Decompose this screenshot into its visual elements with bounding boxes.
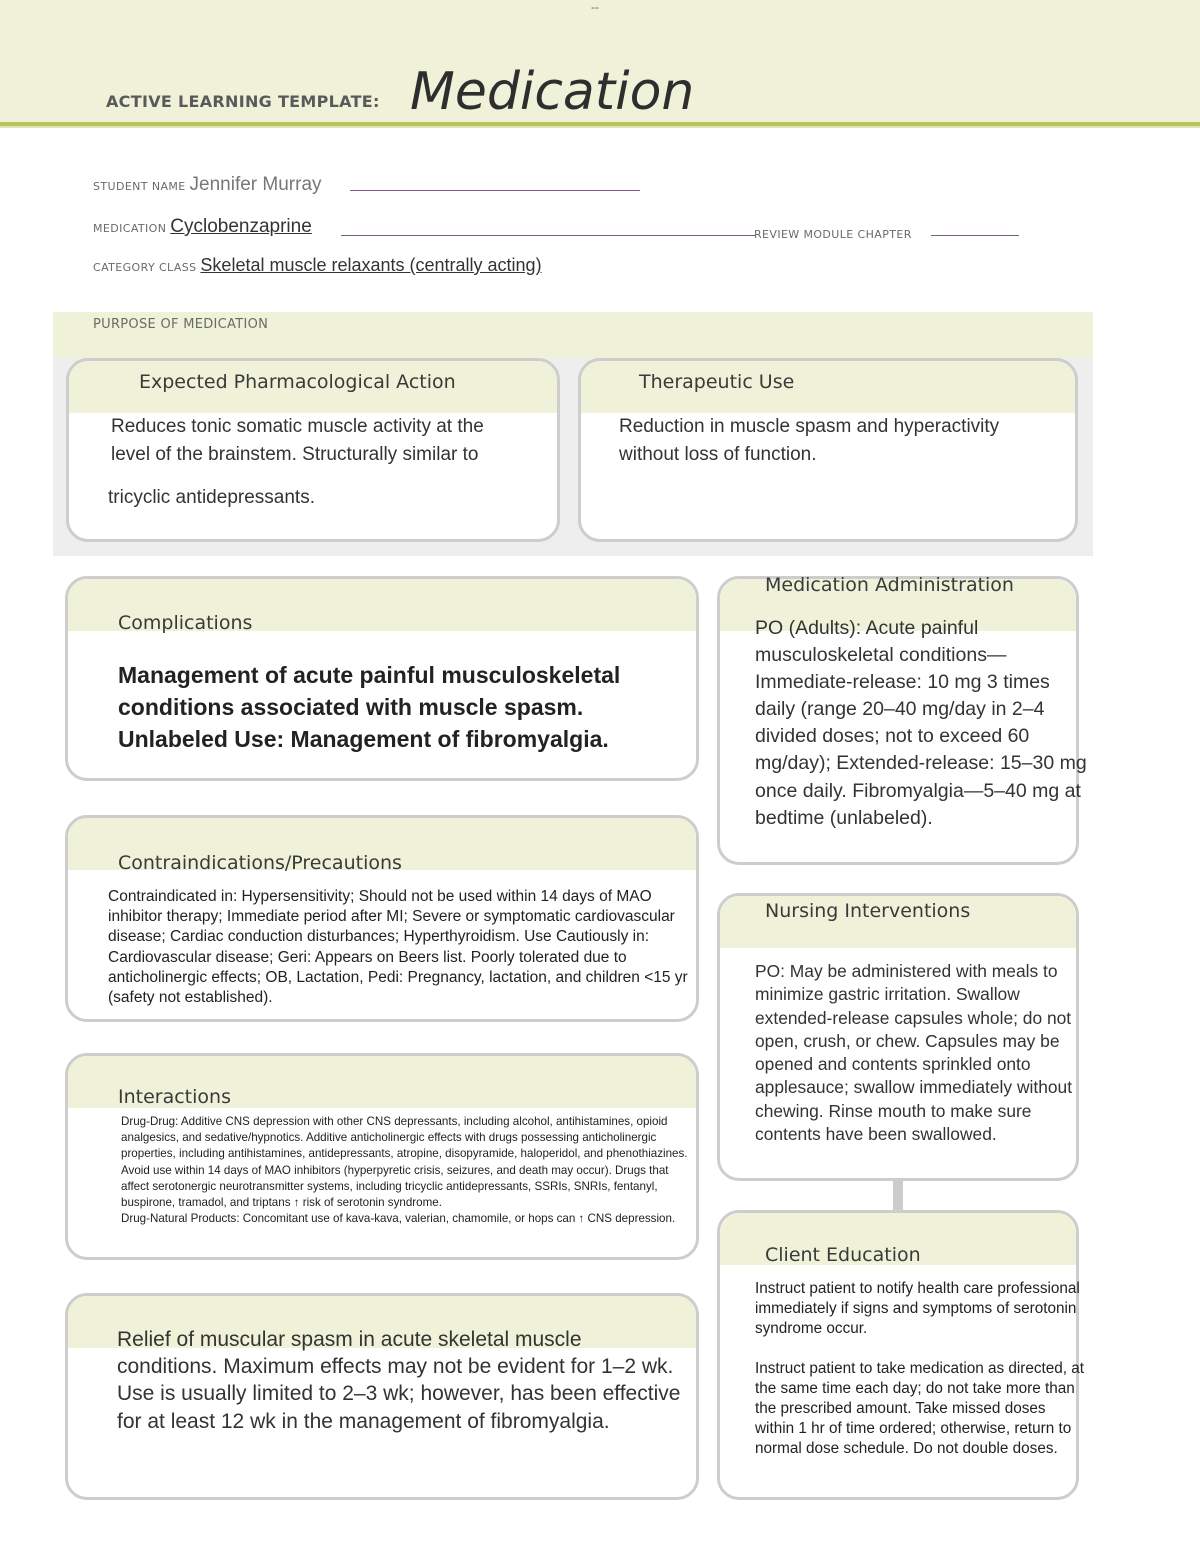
interactions-drug-drug: Drug-Drug: Additive CNS depression with other CNS depressants, including alcohol, antihistamines, opioid analgesics, and sedative/hypnotics. Additive anticholinergic effects with drugs possessing anticholinergic properties, including antihistamines, antidepressants, atropine, disopyramide, haloperidol, and phenothiazines. Avoid use within 14 days of MAO inhibitors (hyperpyretic crisis, seizures, and death may occur). Drugs that affect serotonergic neurotransmitter systems, including tricyclic antidepressants, SSRIs, SNRIs, fentanyl, buspirone, tramadol, and triptans ↑ risk of serotonin syndrome. (121, 1115, 688, 1210)
expected-action-line-1: Reduces tonic somatic muscle activity at the (111, 416, 484, 437)
student-name-underline (350, 190, 640, 191)
medication-value[interactable]: Cyclobenzaprine (170, 216, 312, 237)
review-module-underline (931, 235, 1019, 236)
review-module-label: REVIEW MODULE CHAPTER (754, 228, 912, 241)
education-para-1: Instruct patient to notify health care professional immediately if signs and symptoms of serotonin syndrome occur. (755, 1280, 1080, 1337)
education-title: Client Education (765, 1244, 921, 1266)
administration-box (717, 574, 1087, 865)
review-module-row (754, 222, 912, 244)
evaluation-text: Relief of muscular spasm in acute skeletal muscle conditions. Maximum effects may not be evident for 1–2 wk. Use is usually limited to 2–3 wk; however, has been effective for at least 12 wk in the management of fibromyalgia. (117, 1328, 681, 1433)
therapeutic-use-box (578, 358, 1078, 542)
top-mark: -- (591, 0, 599, 14)
evaluation-box (65, 1293, 699, 1500)
category-value[interactable]: Skeletal muscle relaxants (centrally acting) (200, 255, 542, 275)
interactions-text (121, 1114, 696, 1227)
expected-action-title: Expected Pharmacological Action (139, 371, 456, 393)
education-para-2: Instruct patient to take medication as directed, at the same time each day; do not take more than the prescribed amount. Take missed doses within 1 hr of time ordered; otherwise, return to normal dose schedule. Do not double doses. (755, 1360, 1085, 1457)
interactions-drug-natural: Drug-Natural Products: Concomitant use of kava-kava, valerian, chamomile, or hops can ↑ CNS depression. (121, 1212, 676, 1226)
purpose-label: PURPOSE OF MEDICATION (93, 317, 269, 332)
complications-box (65, 576, 699, 781)
template-label: ACTIVE LEARNING TEMPLATE: (106, 92, 380, 111)
education-text (755, 1279, 1085, 1459)
contraindications-text: Contraindicated in: Hypersensitivity; Should not be used within 14 days of MAO inhibitor therapy; Immediate period after MI; Severe or symptomatic cardiovascular disease; Cardiac conduction disturbances; Hyperthyroidism. Use Cautiously in: Cardiovascular disease; Geri: Appears on Beers list. Poorly tolerated due to anticholinergic effects; OB, Lactation, Pedi: Pregnancy, lactation, and children <15 yr (safety not established). (108, 888, 688, 1007)
contraindications-box (65, 815, 699, 1022)
expected-action-box (66, 358, 560, 542)
page-title: Medication (410, 62, 695, 122)
student-name-label: STUDENT NAME (93, 180, 186, 193)
medication-label: MEDICATION (93, 222, 167, 235)
student-name-value[interactable]: Jennifer Murray (189, 174, 322, 195)
therapeutic-use-title: Therapeutic Use (639, 371, 795, 393)
connector (893, 1180, 903, 1212)
medication-row (93, 216, 312, 238)
nursing-title: Nursing Interventions (765, 900, 971, 922)
education-box (717, 1210, 1085, 1500)
header-rule-light (0, 126, 1200, 128)
complications-title: Complications (118, 612, 253, 634)
nursing-text: PO: May be administered with meals to minimize gastric irritation. Swallow extended-release capsules whole; do not open, crush, or chew. Capsules may be opened and contents sprinkled onto applesauce; swallow immediately without chewing. Rinse mouth to make sure contents have been swallowed. (755, 961, 1073, 1145)
expected-action-line-3: tricyclic antidepressants. (108, 487, 315, 508)
medication-underline (341, 235, 755, 236)
therapeutic-use-text: Reduction in muscle spasm and hyperactivity without loss of function. (619, 416, 1000, 465)
contraindications-title: Contraindications/Precautions (118, 852, 402, 874)
expected-action-text (108, 413, 551, 512)
administration-title: Medication Administration (765, 574, 1014, 596)
expected-action-line-2: level of the brainstem. Structurally similar to (111, 444, 479, 465)
interactions-box (65, 1053, 699, 1260)
student-name-row (93, 174, 322, 196)
nursing-box (717, 893, 1079, 1181)
interactions-title: Interactions (118, 1086, 231, 1108)
administration-text: PO (Adults): Acute painful musculoskeletal conditions—Immediate-release: 10 mg 3 times daily (range 20–40 mg/day in 2–4 divided doses; not to exceed 60 mg/day); Extended-release: 15–30 mg once daily. Fibromyalgia—5–40 mg at bedtime (unlabeled). (755, 617, 1087, 829)
category-label: CATEGORY CLASS (93, 261, 197, 274)
category-row (93, 255, 542, 276)
complications-text: Management of acute painful musculoskeletal conditions associated with muscle spasm. Unlabeled Use: Management of fibromyalgia. (118, 662, 621, 752)
